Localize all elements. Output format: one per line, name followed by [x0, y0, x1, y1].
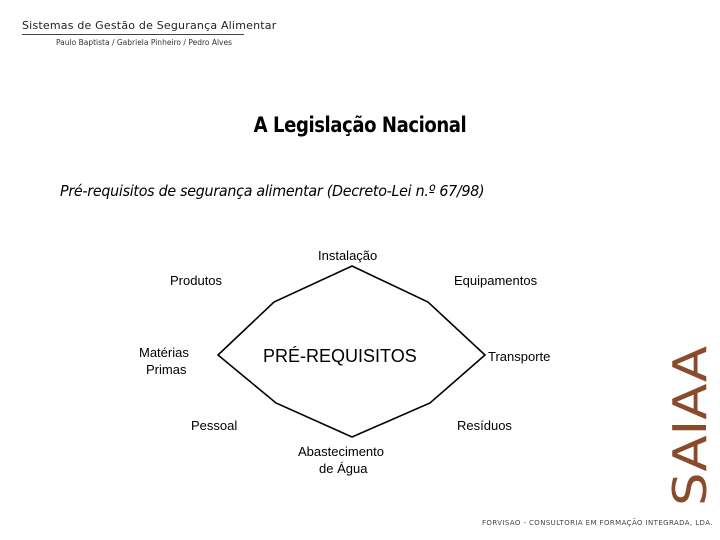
label-materias: Matérias — [139, 345, 189, 360]
label-pessoal: Pessoal — [191, 418, 238, 433]
label-produtos: Produtos — [170, 273, 223, 288]
label-de-agua: de Água — [319, 461, 368, 476]
label-instalacao: Instalação — [318, 248, 378, 263]
footer-company: FORVISAO - CONSULTORIA EM FORMAÇÃO INTEGRADA, LDA. — [482, 519, 713, 527]
saiaa-logo — [660, 340, 716, 510]
header-authors: Paulo Baptista / Gabriela Pinheiro / Pedro Alves — [56, 38, 233, 47]
center-label-prerequisites: PRÉ-REQUISITOS — [263, 346, 417, 366]
label-residuos: Resíduos — [457, 418, 512, 433]
slide-title: A Legislação Nacional — [253, 113, 467, 137]
header-title: Sistemas de Gestão de Segurança Alimentar — [22, 19, 277, 32]
label-transporte: Transporte — [488, 349, 551, 364]
label-abastecimento: Abastecimento — [298, 444, 384, 459]
saiaa-logo-text: SAIAA — [663, 366, 717, 506]
label-equipamentos: Equipamentos — [454, 273, 538, 288]
slide-subtitle: Pré-requisitos de segurança alimentar (Decreto-Lei n.º 67/98) — [60, 182, 485, 200]
label-primas: Primas — [146, 362, 187, 377]
